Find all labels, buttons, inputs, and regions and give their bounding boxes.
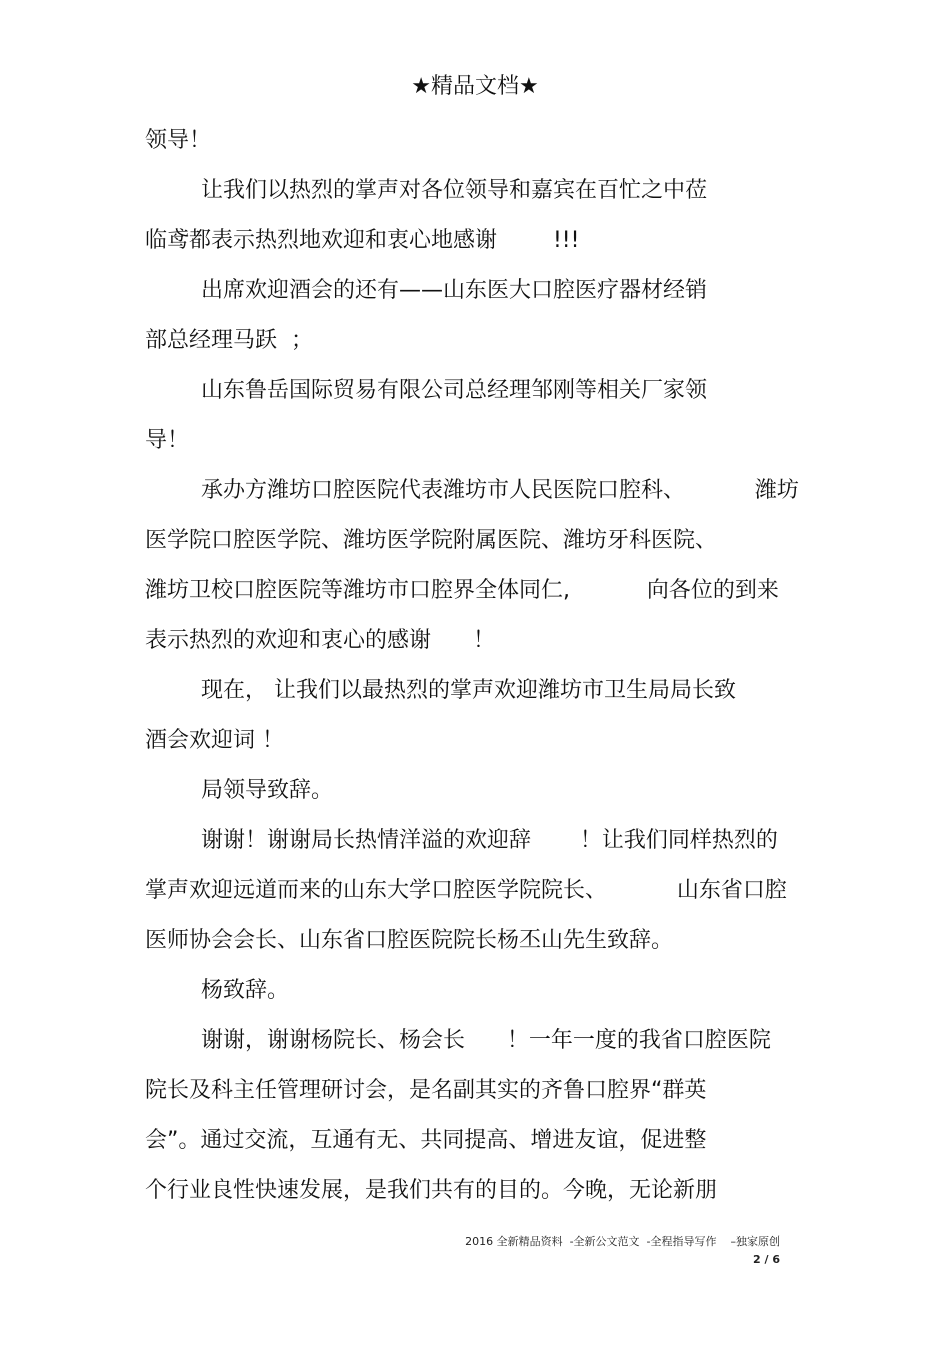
- text-line: 让我们以热烈的掌声对各位领导和嘉宾在百忙之中莅: [145, 178, 707, 203]
- text-line: 医学院口腔医学院、潍坊医学院附属医院、潍坊牙科医院、: [145, 528, 718, 553]
- text-line: 部总经理马跃 ；: [145, 328, 313, 353]
- text-line: 谢谢！谢谢局长热情洋溢的欢迎辞 ！让我们同样热烈的: [145, 828, 778, 853]
- text-line: 山东鲁岳国际贸易有限公司总经理邹刚等相关厂家领: [145, 378, 707, 403]
- text-line: 领导！: [145, 128, 212, 153]
- text-line: 医师协会会长、山东省口腔医院院长杨丕山先生致辞。: [145, 928, 674, 953]
- text-line: 临鸢都表示热烈地欢迎和衷心地感谢 !!!: [145, 228, 580, 253]
- text-line: 潍坊卫校口腔医院等潍坊市口腔界全体同仁, 向各位的到来: [145, 578, 779, 603]
- text-line: 酒会欢迎词 ！: [145, 728, 284, 753]
- text-line: 院长及科主任管理研讨会，是名副其实的齐鲁口腔界“群英: [145, 1078, 707, 1103]
- page-number: 2 / 6: [753, 1253, 780, 1266]
- text-line: 谢谢，谢谢杨院长、杨会长 ！一年一度的我省口腔医院: [145, 1028, 771, 1053]
- text-line: 局领导致辞。: [145, 778, 333, 803]
- text-line: 承办方潍坊口腔医院代表潍坊市人民医院口腔科、 潍坊: [145, 478, 799, 503]
- text-line: 表示热烈的欢迎和衷心的感谢 ！: [145, 628, 495, 653]
- text-line: 掌声欢迎远道而来的山东大学口腔医学院院长、 山东省口腔: [145, 878, 787, 903]
- text-line: 出席欢迎酒会的还有——山东医大口腔医疗器材经销: [145, 278, 707, 303]
- text-line: 杨致辞。: [145, 978, 289, 1003]
- text-line: 会”。通过交流，互通有无、共同提高、增进友谊，促进整: [145, 1128, 707, 1153]
- text-line: 导！: [145, 428, 190, 453]
- page-footer-text: 2016 全新精品资料 -全新公文范文 -全程指导写作 –独家原创: [465, 1235, 780, 1248]
- text-line: 个行业良性快速发展，是我们共有的目的。今晚，无论新朋: [145, 1178, 718, 1203]
- page-header-title: ★精品文档★: [411, 74, 539, 99]
- text-line: 现在， 让我们以最热烈的掌声欢迎潍坊市卫生局局长致: [145, 678, 736, 703]
